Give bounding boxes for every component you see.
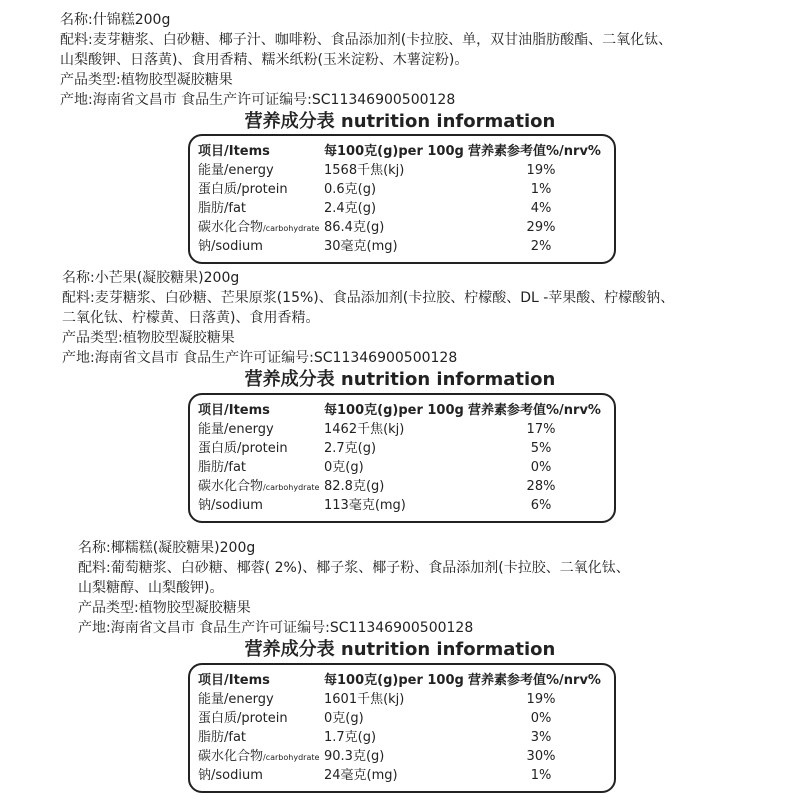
row-nrv: 0% xyxy=(530,460,552,475)
table-row xyxy=(190,180,614,199)
row-value: 24毫克(mg) xyxy=(324,768,398,783)
nutrition-table xyxy=(188,134,616,264)
header-nrv: 营养素参考值%/nrv% xyxy=(468,673,601,688)
row-value: 82.8克(g) xyxy=(324,479,385,494)
table-row xyxy=(190,218,614,237)
ingredients-line: 山梨酸钾、日落黄)、食用香精、糯米纸粉(玉米淀粉、木薯淀粉)。 xyxy=(60,52,469,68)
product-name: 名称:什锦糕200g xyxy=(60,12,171,28)
row-item: 脂肪/fat xyxy=(198,460,247,475)
row-value: 0克(g) xyxy=(324,711,364,726)
row-item-small: /carbohydrate xyxy=(263,753,320,762)
table-row xyxy=(190,420,614,439)
header-items: 项目/Items xyxy=(198,673,270,688)
origin-license: 产地:海南省文昌市 食品生产许可证编号:SC11346900500128 xyxy=(78,620,474,636)
row-value: 86.4克(g) xyxy=(324,220,385,235)
row-nrv: 3% xyxy=(530,730,552,745)
row-nrv: 17% xyxy=(526,422,556,437)
table-row xyxy=(190,477,614,496)
origin-license: 产地:海南省文昌市 食品生产许可证编号:SC11346900500128 xyxy=(60,92,456,108)
row-value: 30毫克(mg) xyxy=(324,239,398,254)
ingredients-line: 配料:葡萄糖浆、白砂糖、椰蓉( 2%)、椰子浆、椰子粉、食品添加剂(卡拉胶、二氧化钛、 xyxy=(78,560,630,576)
row-item: 脂肪/fat xyxy=(198,201,247,216)
row-item: 蛋白质/protein xyxy=(198,182,288,197)
row-nrv: 1% xyxy=(530,182,552,197)
row-item-main: 碳水化合物 xyxy=(198,749,264,764)
table-row xyxy=(190,496,614,515)
nutrition-table xyxy=(188,393,616,523)
row-item-small: /carbohydrate xyxy=(263,224,320,233)
header-per-100g: 每100克(g)per 100g xyxy=(324,144,464,159)
row-item-main: 碳水化合物 xyxy=(198,479,264,494)
ingredients-line: 配料:麦芽糖浆、白砂糖、椰子汁、咖啡粉、食品添加剂(卡拉胶、单，双甘油脂肪酸酯、二氧化钛、 xyxy=(60,32,673,48)
product-type: 产品类型:植物胶型凝胶糖果 xyxy=(78,600,251,616)
header-nrv: 营养素参考值%/nrv% xyxy=(468,144,601,159)
row-nrv: 30% xyxy=(526,749,556,764)
row-value: 1.7克(g) xyxy=(324,730,377,745)
nutrition-table xyxy=(188,663,616,793)
header-items: 项目/Items xyxy=(198,403,270,418)
row-nrv: 19% xyxy=(526,163,556,178)
row-item: 能量/energy xyxy=(198,422,274,437)
row-value: 2.7克(g) xyxy=(324,441,377,456)
row-value: 1462千焦(kj) xyxy=(324,422,405,437)
row-item: 能量/energy xyxy=(198,692,274,707)
row-item xyxy=(198,218,319,238)
table-row xyxy=(190,161,614,180)
row-nrv: 29% xyxy=(526,220,556,235)
header-nrv: 营养素参考值%/nrv% xyxy=(468,403,601,418)
table-row xyxy=(190,439,614,458)
row-nrv: 5% xyxy=(530,441,552,456)
row-nrv: 6% xyxy=(530,498,552,513)
row-nrv: 0% xyxy=(530,711,552,726)
row-item: 钠/sodium xyxy=(198,768,263,783)
row-item: 钠/sodium xyxy=(198,239,263,254)
row-value: 0.6克(g) xyxy=(324,182,377,197)
nutrition-table-title: 营养成分表 nutrition information xyxy=(244,639,556,660)
table-row xyxy=(190,690,614,709)
row-value: 113毫克(mg) xyxy=(324,498,406,513)
table-header-row xyxy=(190,401,614,420)
row-nrv: 19% xyxy=(526,692,556,707)
product-name: 名称:小芒果(凝胶糖果)200g xyxy=(62,270,240,286)
table-row xyxy=(190,237,614,256)
row-item xyxy=(198,747,319,767)
table-row xyxy=(190,709,614,728)
row-value: 90.3克(g) xyxy=(324,749,385,764)
row-value: 0克(g) xyxy=(324,460,364,475)
row-item-small: /carbohydrate xyxy=(263,483,320,492)
table-header-row xyxy=(190,142,614,161)
row-item: 蛋白质/protein xyxy=(198,711,288,726)
row-value: 1601千焦(kj) xyxy=(324,692,405,707)
row-item: 钠/sodium xyxy=(198,498,263,513)
header-items: 项目/Items xyxy=(198,144,270,159)
row-nrv: 28% xyxy=(526,479,556,494)
row-item: 蛋白质/protein xyxy=(198,441,288,456)
row-item xyxy=(198,477,319,497)
table-header-row xyxy=(190,671,614,690)
header-per-100g: 每100克(g)per 100g xyxy=(324,673,464,688)
row-value: 2.4克(g) xyxy=(324,201,377,216)
product-type: 产品类型:植物胶型凝胶糖果 xyxy=(60,72,233,88)
table-row xyxy=(190,458,614,477)
row-item-main: 碳水化合物 xyxy=(198,220,264,235)
ingredients-line: 山梨糖醇、山梨酸钾)。 xyxy=(78,580,224,596)
nutrition-table-title: 营养成分表 nutrition information xyxy=(244,369,556,390)
origin-license: 产地:海南省文昌市 食品生产许可证编号:SC11346900500128 xyxy=(62,350,458,366)
table-row xyxy=(190,766,614,785)
row-item: 能量/energy xyxy=(198,163,274,178)
row-nrv: 4% xyxy=(530,201,552,216)
ingredients-line: 配料:麦芽糖浆、白砂糖、芒果原浆(15%)、食品添加剂(卡拉胶、柠檬酸、DL -苹果酸、柠檬酸钠、 xyxy=(62,290,675,306)
row-nrv: 2% xyxy=(530,239,552,254)
nutrition-table-title: 营养成分表 nutrition information xyxy=(244,111,556,132)
row-item: 脂肪/fat xyxy=(198,730,247,745)
table-row xyxy=(190,199,614,218)
product-name: 名称:椰糯糕(凝胶糖果)200g xyxy=(78,540,256,556)
table-row xyxy=(190,747,614,766)
header-per-100g: 每100克(g)per 100g xyxy=(324,403,464,418)
ingredients-line: 二氧化钛、柠檬黄、日落黄)、食用香精。 xyxy=(62,310,320,326)
table-row xyxy=(190,728,614,747)
row-nrv: 1% xyxy=(530,768,552,783)
product-type: 产品类型:植物胶型凝胶糖果 xyxy=(62,330,235,346)
row-value: 1568千焦(kj) xyxy=(324,163,405,178)
